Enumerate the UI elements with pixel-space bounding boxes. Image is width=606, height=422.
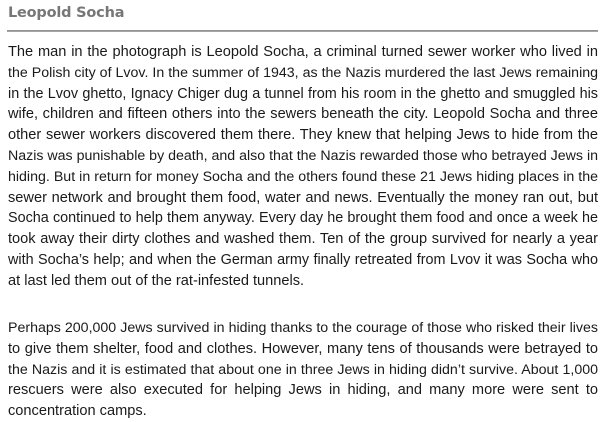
text-line: Nazis was punishable by death, and also that the Nazis rewarded those who betrayed Jews in <box>8 147 598 164</box>
text-line: in the Lvov ghetto, Ignacy Chiger dug a tunnel from his room in the ghetto and smuggled his <box>8 85 598 102</box>
text-line: concentration camps. <box>8 403 147 420</box>
text-line: Socha continued to help them anyway. Every day he brought them food and once a week he <box>8 210 598 227</box>
text-line: to give them shelter, food and clothes. However, many tens of thousands were betrayed to <box>8 340 598 357</box>
text-line: other sewer workers discovered them there. They knew that helping Jews to hide from the <box>8 127 598 144</box>
paragraph-2 <box>8 318 598 422</box>
text-line: Perhaps 200,000 Jews survived in hiding thanks to the courage of those who risked their lives <box>8 320 598 336</box>
text-line: the Polish city of Lvov. In the summer of 1943, as the Nazis murdered the last Jews remaining <box>8 64 598 81</box>
text-line: the Nazis and it is estimated that about one in three Jews in hiding didn’t survive. About 1,000 <box>8 361 598 378</box>
text-line: sewer network and brought them food, water and news. Eventually the money ran out, but <box>8 189 598 206</box>
section-heading: Leopold Socha <box>8 5 125 21</box>
text-line: hiding. But in return for money Socha and the others found these 21 Jews hiding places in the <box>8 168 598 185</box>
text-line: rescuers were also executed for helping Jews in hiding, and many more were sent to <box>8 382 598 399</box>
text-line: with Socha’s help; and when the German army finally retreated from Lvov it was Socha who <box>8 251 598 268</box>
text-line: at last led them out of the rat-infested tunnels. <box>8 272 305 289</box>
text-line: took away their dirty clothes and washed them. Ten of the group survived for nearly a year <box>8 231 598 248</box>
text-line: The man in the photograph is Leopold Socha, a criminal turned sewer worker who lived in <box>8 44 598 60</box>
paragraph-1 <box>8 42 598 292</box>
heading-divider <box>7 30 598 32</box>
text-line: wife, children and fifteen others into the sewers beneath the city. Leopold Socha and three <box>8 106 598 123</box>
